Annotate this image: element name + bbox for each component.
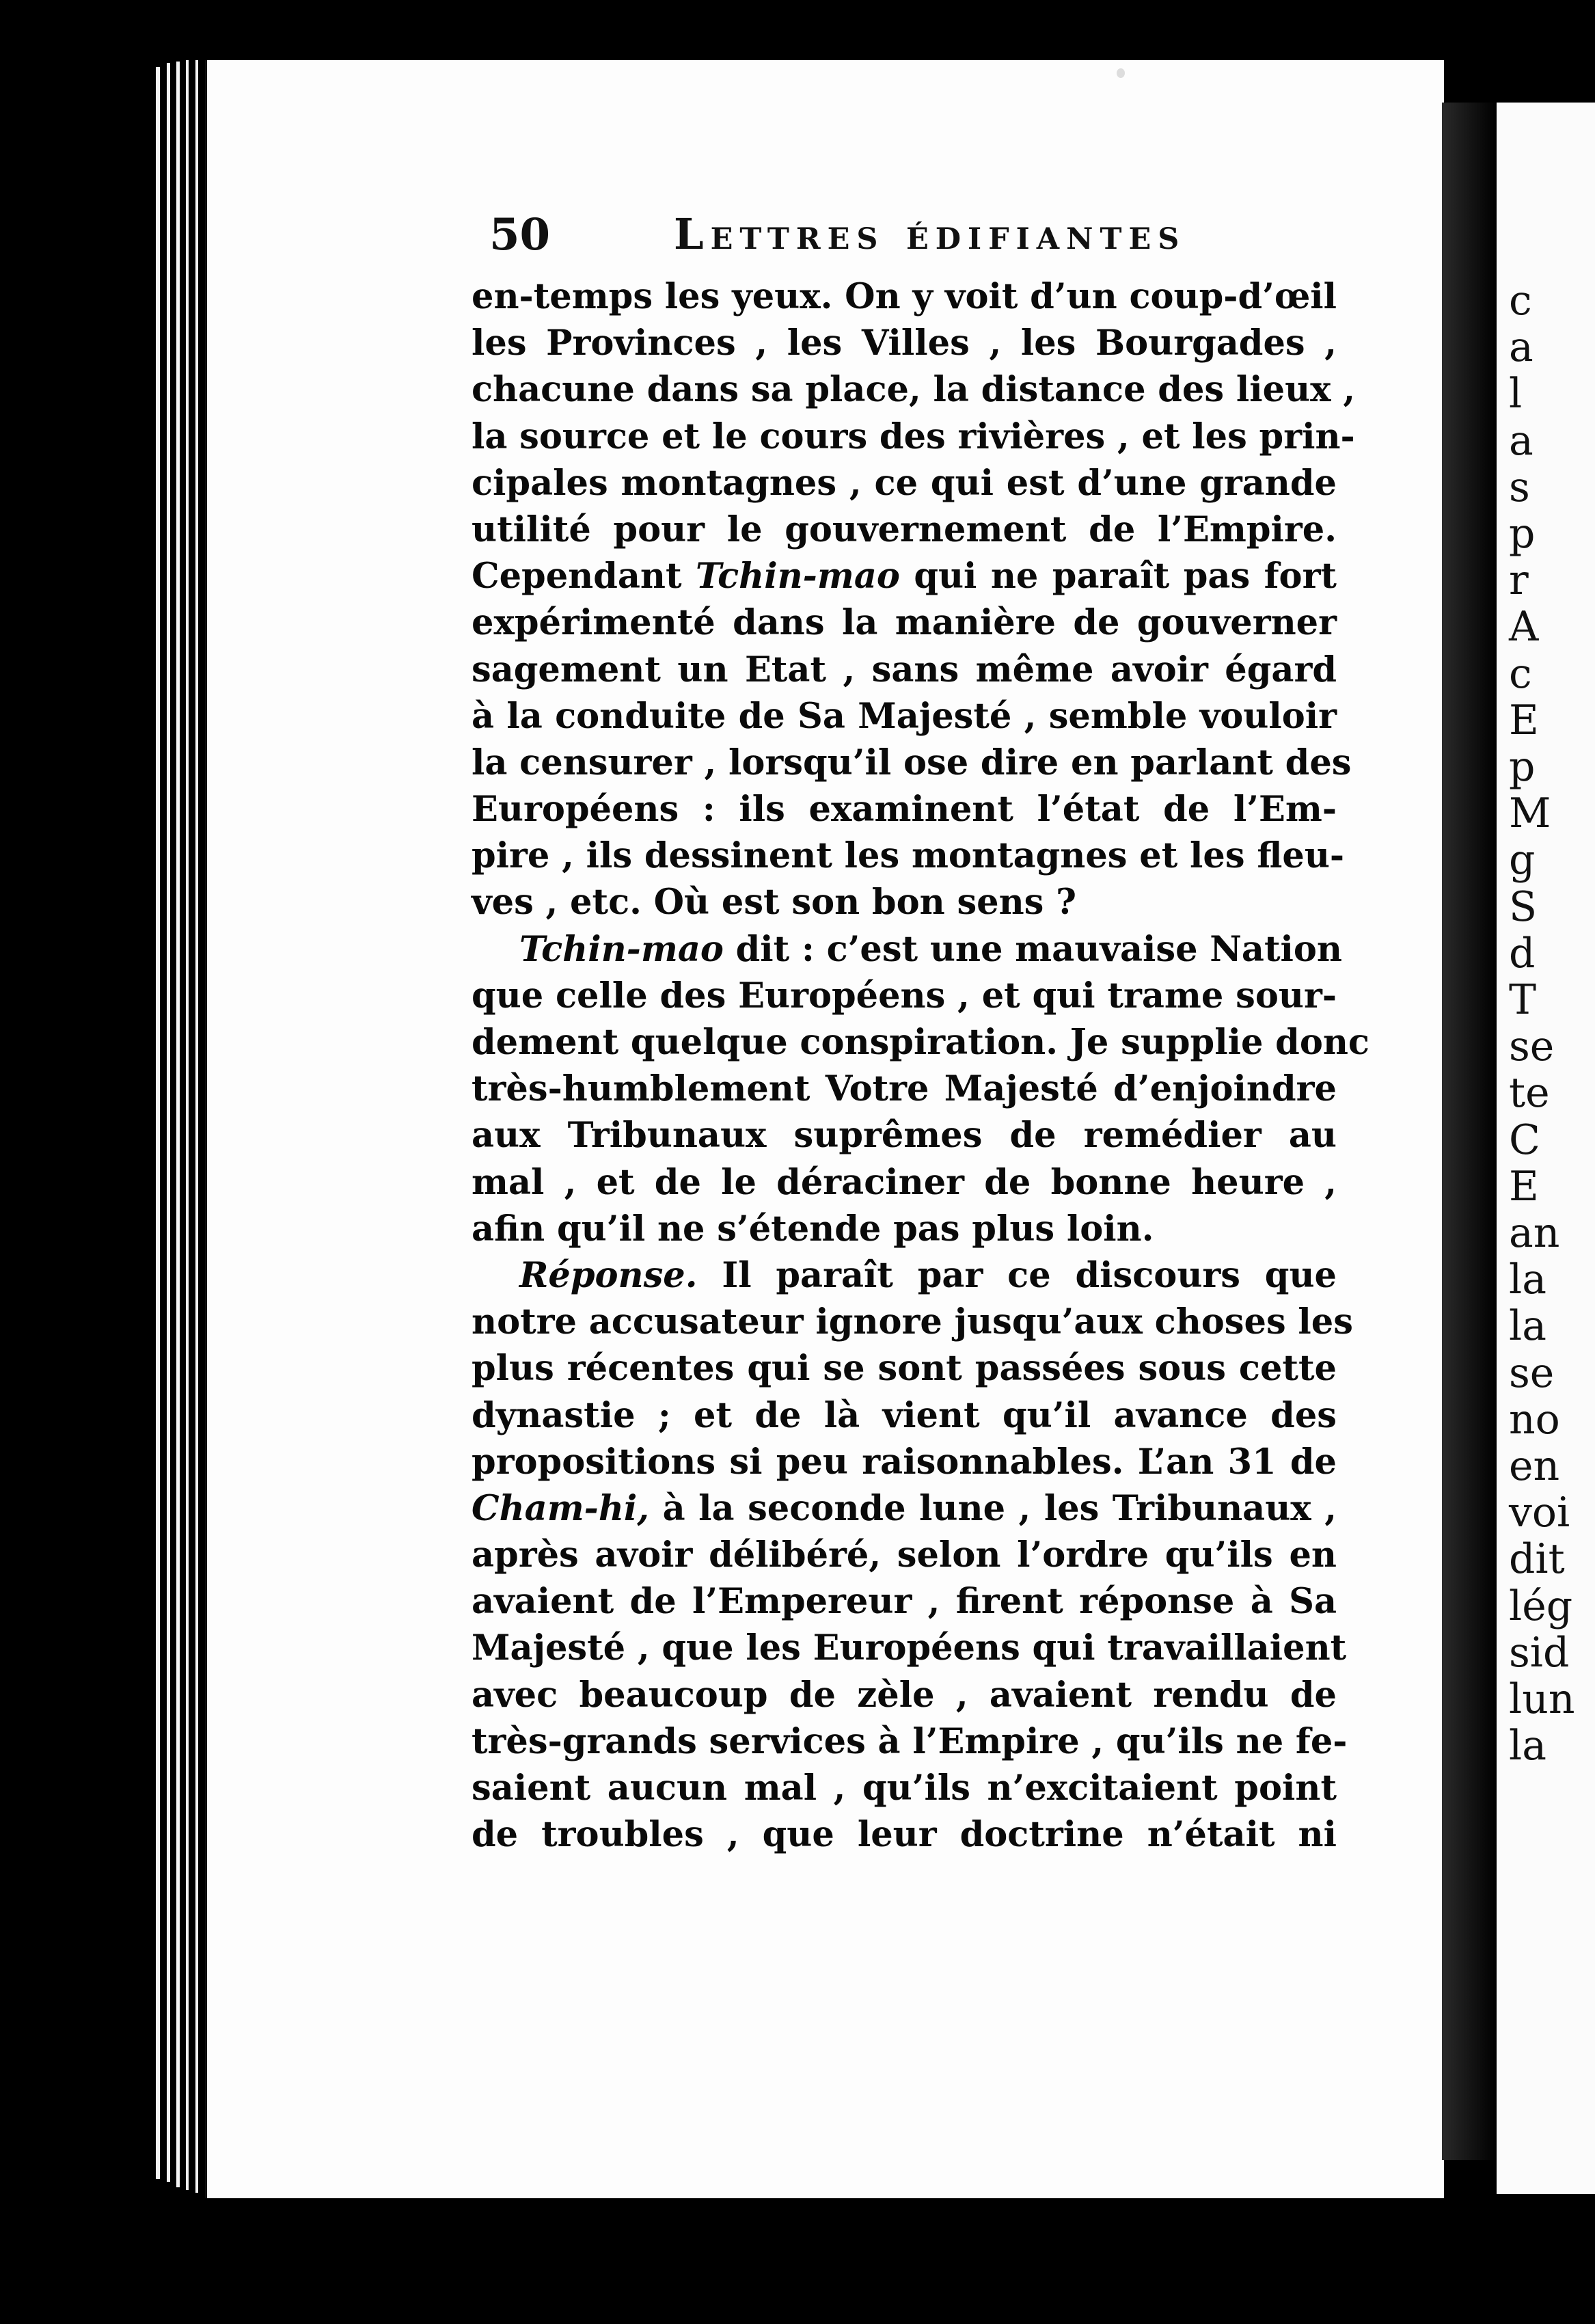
page-number: 50 [489,209,551,260]
facing-page-fragment: te [1509,1069,1550,1118]
facing-page-fragment: a [1509,416,1533,465]
text-line: aux Tribunaux suprêmes de remédier au [472,1115,1337,1157]
text-line: Européens : ils examinent l’état de l’Em- [472,789,1337,830]
text-line [472,553,1337,599]
text-line: ves , etc. Où est son bon sens ? [472,882,1077,923]
text-line: avec beaucoup de zèle , avaient rendu de [472,1674,1337,1716]
text-line: très-humblement Votre Majesté d’enjoindre [472,1068,1337,1110]
facing-page-fragment: c [1509,277,1532,325]
facing-page-fragment: E [1509,696,1539,744]
facing-page-fragment: A [1509,603,1539,651]
italic-name: Tchin-mao [519,928,724,970]
facing-page-fragment: r [1509,556,1529,605]
italic-name: Cham-hi, [472,1487,650,1529]
facing-page-fragment: T [1509,976,1537,1024]
text-line: la censurer , lorsqu’il ose dire en parlant des [472,742,1352,783]
text-line: très-grands services à l’Empire , qu’ils ne fe- [472,1720,1348,1762]
facing-page-fragment: en [1509,1442,1560,1490]
text-line: avaient de l’Empereur , firent réponse à Sa [472,1581,1337,1623]
facing-page-fragment: s [1509,463,1530,511]
facing-page-fragment: sid [1509,1628,1570,1677]
text-line: à la conduite de Sa Majesté , semble vouloir [472,695,1337,737]
page-edge [186,60,189,2190]
page-edge [195,60,198,2193]
text-line: mal , et de le déraciner de bonne heure , [472,1161,1337,1203]
page-edge [167,63,170,2182]
text-line: saient aucun mal , qu’ils n’excitaient point [472,1768,1337,1809]
text-line: plus récentes qui se sont passées sous cette [472,1348,1337,1390]
facing-page-fragment: la [1509,1256,1546,1304]
italic-name: Tchin-mao [696,556,900,597]
body-text [472,273,1369,1858]
text-line: utilité pour le gouvernement de l’Empire. [472,509,1337,550]
text-line: que celle des Européens , et qui trame sour- [472,975,1337,1016]
text-line: chacune dans sa place, la distance des lieux , [472,369,1356,411]
facing-page-fragment: l [1509,370,1523,418]
facing-page-fragment: p [1509,510,1536,558]
facing-page-fragment: no [1509,1395,1560,1444]
facing-page-fragment: se [1509,1349,1555,1397]
text-line: dynastie ; et de là vient qu’il avance des [472,1394,1337,1436]
text-fragment: Il paraît par ce discours que [697,1254,1337,1296]
facing-page-fragment: dit [1509,1535,1565,1584]
text-line: sagement un Etat , sans même avoir égard [472,649,1337,690]
text-line: Majesté , que les Européens qui travaillaient [472,1627,1347,1669]
page-edge [176,62,180,2187]
text-line: expérimenté dans la manière de gouverner [472,602,1337,644]
facing-page-fragment: an [1509,1209,1560,1257]
gutter-shadow [1442,103,1497,2160]
page-edge [156,67,160,2179]
facing-page-fragment: a [1509,323,1533,372]
facing-page-fragment: S [1509,882,1538,931]
italic-word: Réponse. [519,1254,698,1296]
text-line: cipales montagnes , ce qui est d’une grande [472,462,1337,504]
facing-page-fragment: g [1509,836,1536,884]
text-line: propositions si peu raisonnables. L’an 31 de [472,1441,1337,1483]
text-fragment: Cependant [472,556,696,597]
facing-page [1497,103,1595,2194]
text-line [472,1252,1337,1299]
facing-page-fragment: se [1509,1023,1555,1071]
text-line: dement quelque conspiration. Je supplie donc [472,1022,1369,1063]
text-line: en-temps les yeux. On y voit d’un coup-d’œil [472,276,1337,317]
text-line: après avoir délibéré, selon l’ordre qu’ils en [472,1535,1337,1576]
facing-page-fragment: M [1509,789,1551,838]
text-line: afin qu’il ne s’étende pas plus loin. [472,1208,1154,1249]
facing-page-fragment: E [1509,1162,1539,1211]
text-line: de troubles , que leur doctrine n’était ni [472,1814,1337,1856]
facing-page-fragment: la [1509,1722,1546,1770]
facing-page-fragment: C [1509,1116,1540,1164]
facing-page-fragment: lég [1509,1582,1573,1630]
text-line: la source et le cours des rivières , et les prin- [472,416,1355,457]
facing-page-fragment: c [1509,649,1532,698]
running-title: Lettres édifiantes [674,209,1186,259]
ink-speck [1117,68,1125,78]
text-line [472,1485,1337,1532]
text-line [472,926,1342,973]
facing-page-fragment: lun [1509,1675,1575,1723]
text-fragment: qui ne paraît pas fort [899,556,1337,597]
facing-page-fragment: p [1509,743,1536,791]
text-line: notre accusateur ignore jusqu’aux choses les [472,1301,1353,1343]
page-header [489,209,1330,271]
text-line: les Provinces , les Villes , les Bourgades , [472,323,1337,364]
text-fragment: dit : c’est une mauvaise Nation [723,928,1342,970]
facing-page-fragment: d [1509,929,1536,977]
ink-speck [1223,27,1236,45]
facing-page-fragment: la [1509,1302,1546,1351]
text-fragment: à la seconde lune , les Tribunaux , [649,1487,1337,1529]
facing-page-fragment: voi [1509,1489,1570,1537]
text-line: pire , ils dessinent les montagnes et les fleu- [472,835,1345,877]
